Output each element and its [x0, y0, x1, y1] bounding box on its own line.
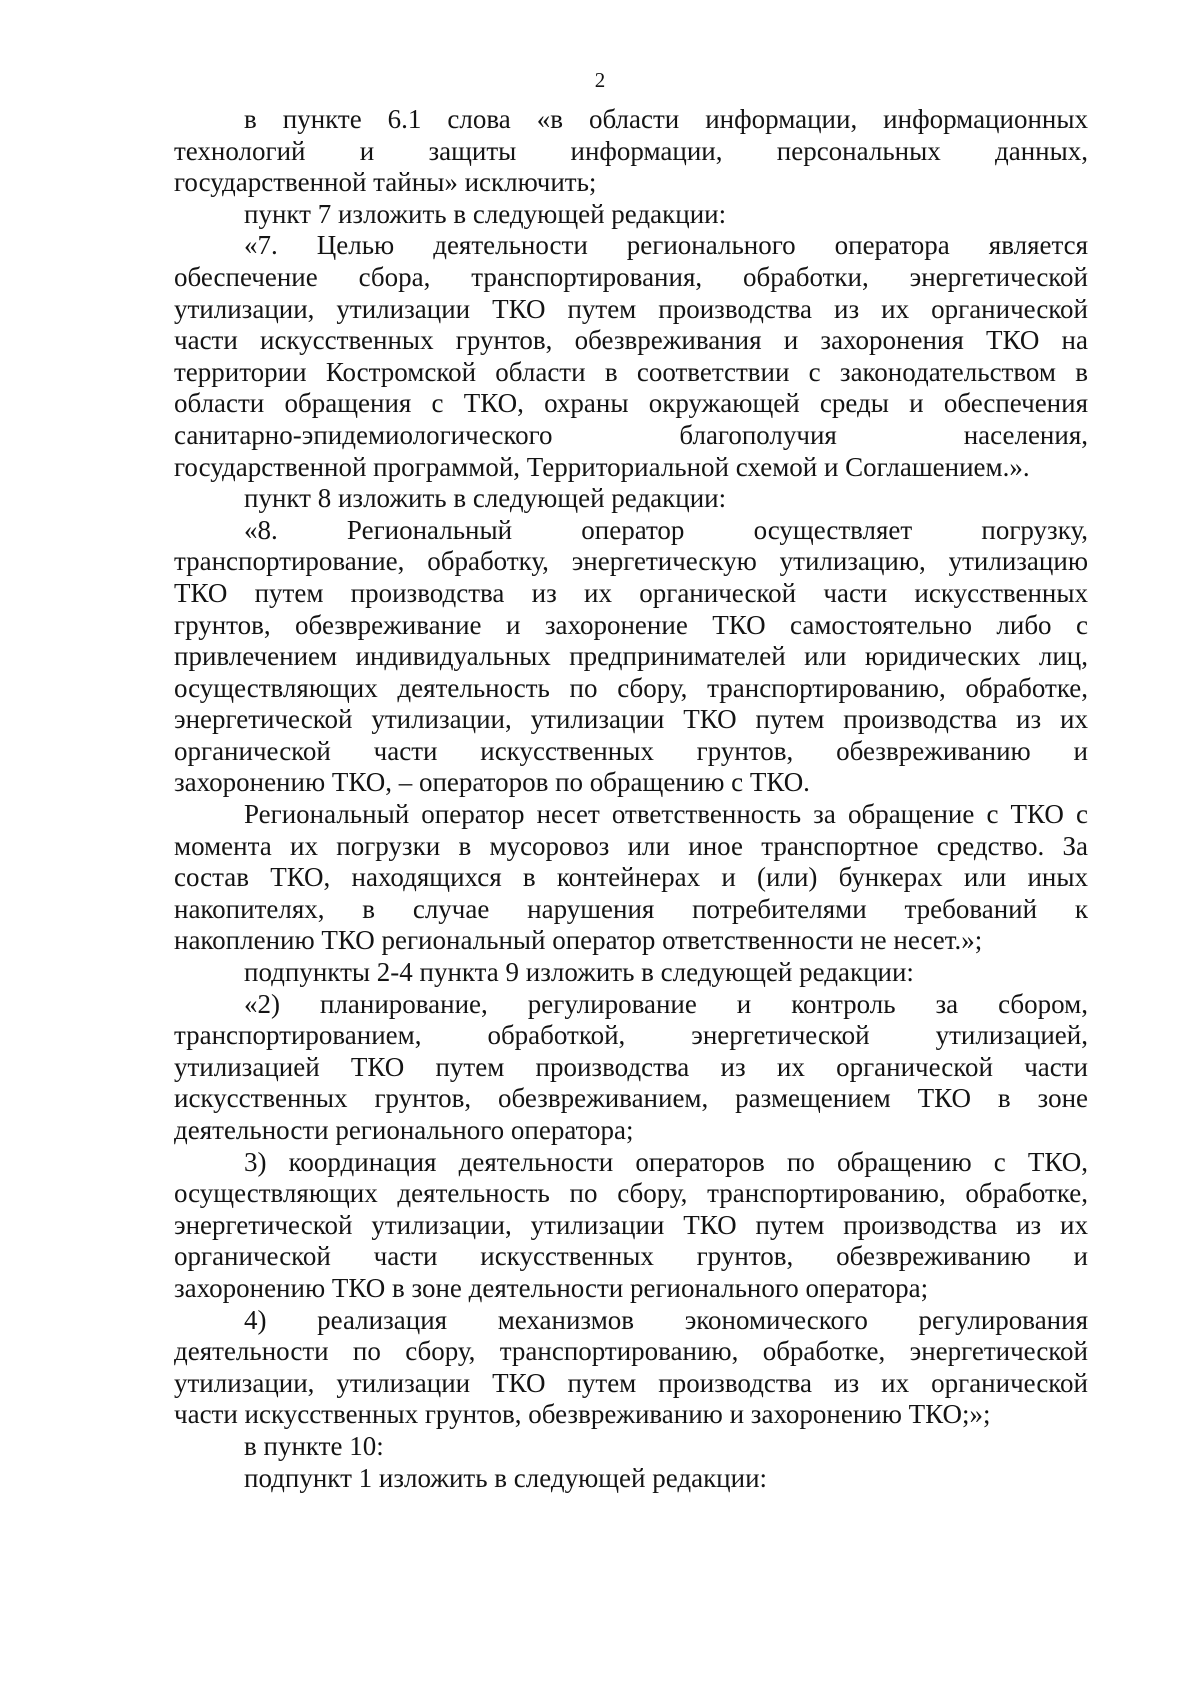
- text-line: территории Костромской области в соответствии с законодательством в: [174, 356, 1088, 387]
- text-line: государственной тайны» исключить;: [174, 167, 597, 198]
- paragraph-p3: [174, 230, 1088, 483]
- page-number: 2: [594, 68, 606, 92]
- text-line: органической части искусственных грунтов, обезвреживанию и: [174, 1241, 1088, 1272]
- text-line: Региональный оператор несет ответственность за обращение с ТКО с: [244, 799, 1088, 830]
- text-line: накоплению ТКО региональный оператор ответственности не несет.»;: [174, 925, 983, 956]
- paragraph-p11: [174, 1431, 1088, 1463]
- text-line: захоронению ТКО в зоне деятельности регионального оператора;: [174, 1272, 929, 1303]
- text-line: осуществляющих деятельность по сбору, транспортированию, обработке,: [174, 672, 1088, 703]
- text-line: в пункте 10:: [244, 1430, 384, 1461]
- text-line: «8. Региональный оператор осуществляет погрузку,: [244, 514, 1088, 545]
- paragraph-p12: [174, 1463, 1088, 1495]
- paragraph-p1: [174, 104, 1088, 199]
- text-line: органической части искусственных грунтов, обезвреживанию и: [174, 735, 1088, 766]
- text-line: осуществляющих деятельность по сбору, транспортированию, обработке,: [174, 1178, 1088, 1209]
- text-line: утилизацией ТКО путем производства из их органической части: [174, 1051, 1088, 1082]
- text-line: энергетической утилизации, утилизации ТКО путем производства из их: [174, 704, 1088, 735]
- text-line: пункт 7 изложить в следующей редакции:: [244, 198, 727, 229]
- text-line: государственной программой, Территориальной схемой и Соглашением.».: [174, 451, 1030, 482]
- text-line: захоронению ТКО, – операторов по обращению с ТКО.: [174, 767, 810, 798]
- text-line: момента их погрузки в мусоровоз или иное транспортное средство. За: [174, 830, 1088, 861]
- text-line: грунтов, обезвреживание и захоронение ТКО самостоятельно либо с: [174, 609, 1088, 640]
- paragraph-p8: [174, 989, 1088, 1147]
- text-line: подпункты 2-4 пункта 9 изложить в следующей редакции:: [244, 957, 914, 988]
- text-line: обеспечение сбора, транспортирования, обработки, энергетической: [174, 261, 1088, 292]
- text-line: 3) координация деятельности операторов по обращению с ТКО,: [244, 1146, 1088, 1177]
- paragraph-p6: [174, 799, 1088, 957]
- text-line: искусственных грунтов, обезвреживанием, размещением ТКО в зоне: [174, 1083, 1088, 1114]
- text-line: транспортирование, обработку, энергетическую утилизацию, утилизацию: [174, 546, 1088, 577]
- text-line: транспортированием, обработкой, энергетической утилизацией,: [174, 1020, 1088, 1051]
- text-line: области обращения с ТКО, охраны окружающей среды и обеспечения: [174, 388, 1088, 419]
- text-line: состав ТКО, находящихся в контейнерах и (или) бункерах или иных: [174, 862, 1088, 893]
- text-line: деятельности по сбору, транспортированию, обработке, энергетической: [174, 1336, 1088, 1367]
- text-line: санитарно-эпидемиологического благополучия населения,: [174, 419, 1088, 450]
- paragraph-p10: [174, 1305, 1088, 1431]
- paragraph-p7: [174, 957, 1088, 989]
- text-line: ТКО путем производства из их органической части искусственных: [174, 577, 1088, 608]
- text-line: технологий и защиты информации, персональных данных,: [174, 135, 1088, 166]
- text-line: энергетической утилизации, утилизации ТКО путем производства из их: [174, 1209, 1088, 1240]
- text-line: в пункте 6.1 слова «в области информации, информационных: [244, 104, 1088, 134]
- paragraph-p4: [174, 483, 1088, 515]
- paragraph-p2: [174, 199, 1088, 231]
- text-line: подпункт 1 изложить в следующей редакции:: [244, 1462, 768, 1493]
- text-line: утилизации, утилизации ТКО путем производства из их органической: [174, 293, 1088, 324]
- text-line: 4) реализация механизмов экономического регулирования: [244, 1304, 1088, 1335]
- text-line: части искусственных грунтов, обезвреживания и захоронения ТКО на: [174, 325, 1088, 356]
- paragraph-p9: [174, 1147, 1088, 1305]
- text-line: «2) планирование, регулирование и контроль за сбором,: [244, 988, 1088, 1019]
- text-line: привлечением индивидуальных предпринимателей или юридических лиц,: [174, 641, 1088, 672]
- text-line: накопителях, в случае нарушения потребителями требований к: [174, 893, 1088, 924]
- document-body: [174, 104, 1088, 1494]
- text-line: «7. Целью деятельности регионального оператора является: [244, 230, 1088, 261]
- text-line: части искусственных грунтов, обезвреживанию и захоронению ТКО;»;: [174, 1399, 991, 1430]
- text-line: деятельности регионального оператора;: [174, 1115, 634, 1145]
- text-line: утилизации, утилизации ТКО путем производства из их органической: [174, 1367, 1088, 1398]
- paragraph-p5: [174, 515, 1088, 799]
- text-line: пункт 8 изложить в следующей редакции:: [244, 483, 727, 514]
